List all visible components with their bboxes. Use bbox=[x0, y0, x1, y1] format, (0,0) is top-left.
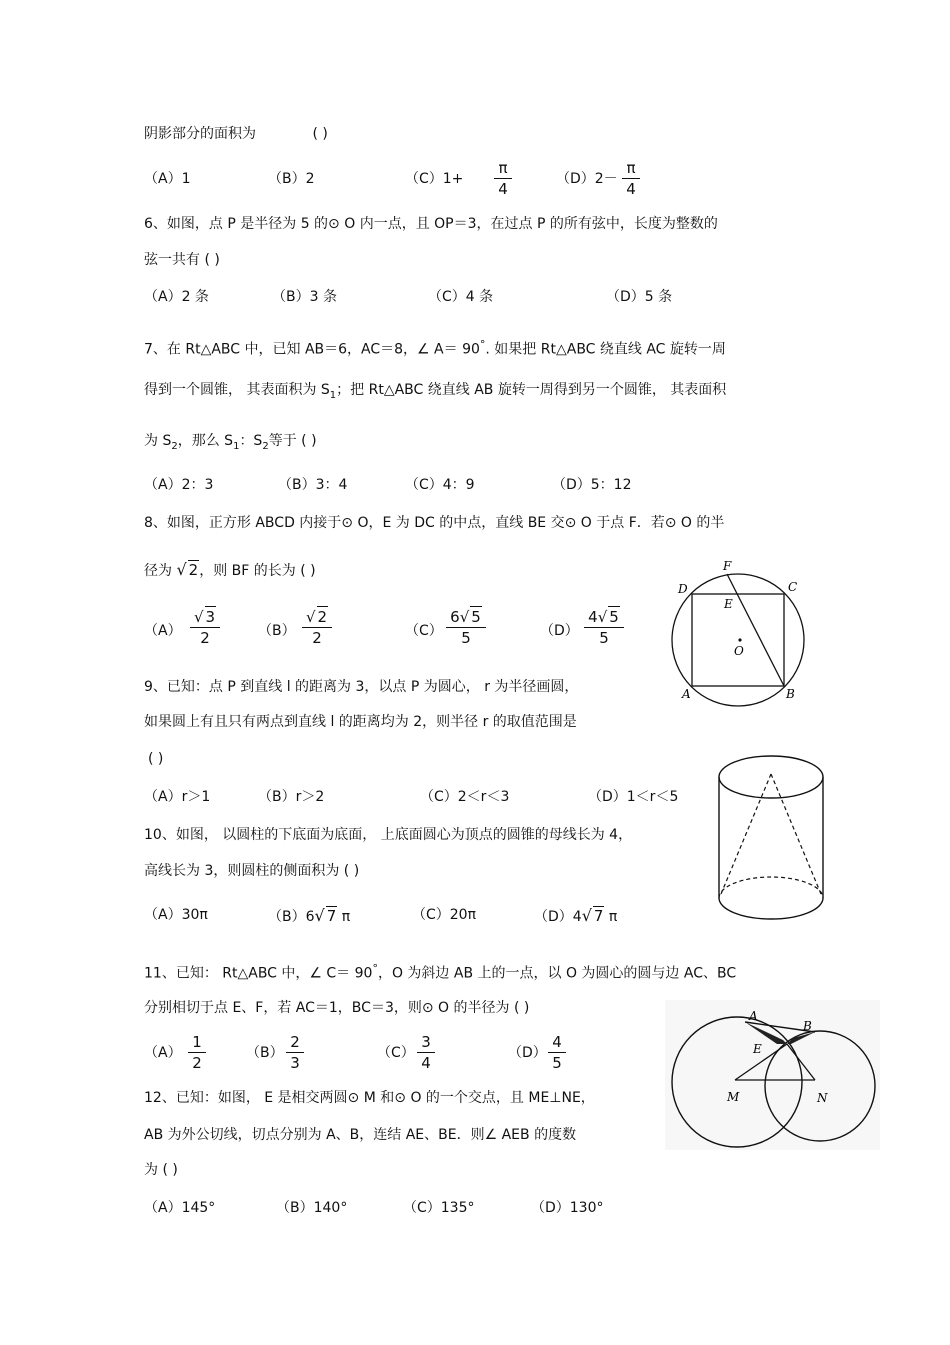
cylinder-top bbox=[719, 756, 823, 798]
q5-option-b[interactable]: （B）2 bbox=[268, 171, 315, 187]
degree-symbol: ° bbox=[372, 962, 378, 975]
q9-option-c[interactable]: （C）2＜r＜3 bbox=[420, 789, 510, 805]
radicand: 3 bbox=[205, 608, 216, 626]
label-e: E bbox=[753, 1042, 762, 1056]
numerator: 3 bbox=[417, 1032, 435, 1053]
q7-line3-d: 等于 ( ) bbox=[268, 433, 317, 449]
q8-figure bbox=[664, 555, 814, 705]
q10-figure bbox=[715, 752, 827, 927]
numerator: 6√ 5 bbox=[446, 606, 486, 628]
line-bf bbox=[727, 574, 784, 686]
q7-line3-c: ：S bbox=[239, 433, 263, 449]
q6-option-b[interactable]: （B）3 条 bbox=[272, 289, 337, 305]
q6-option-a[interactable]: （A）2 条 bbox=[144, 289, 209, 305]
q7-line3-b: ，那么 S bbox=[177, 433, 234, 449]
numerator: 4 bbox=[548, 1032, 566, 1053]
q7-line2-pre: 得到一个圆锥， 其表面积为 S bbox=[144, 382, 330, 398]
radicand: 7 bbox=[593, 907, 604, 925]
q8-option-b[interactable]: （B） bbox=[258, 623, 296, 639]
q9-line1: 9、已知：点 P 到直线 l 的距离为 3，以点 P 为圆心， r 为半径画圆， bbox=[144, 679, 579, 695]
radicand: 7 bbox=[326, 907, 337, 925]
q12-figure bbox=[665, 1000, 880, 1150]
q11-option-c-fraction bbox=[417, 1032, 435, 1073]
cone-left-generatrix bbox=[721, 774, 771, 894]
q6-line2: 弦一共有 ( ) bbox=[144, 252, 220, 268]
denominator: 2 bbox=[192, 1054, 202, 1072]
denominator: 2 bbox=[200, 629, 210, 647]
q12-option-a[interactable]: （A）145° bbox=[144, 1200, 216, 1216]
q5-option-a[interactable]: （A）1 bbox=[144, 171, 191, 187]
q5-tail-text: 阴影部分的面积为 bbox=[144, 126, 256, 142]
q8-option-a-fraction bbox=[190, 606, 220, 648]
q10-option-b[interactable] bbox=[268, 906, 350, 926]
q8-option-d[interactable]: （D） bbox=[540, 623, 579, 639]
subscript: 2 bbox=[171, 440, 178, 452]
label-d: D bbox=[678, 582, 688, 596]
q10-option-b-pre: （B）6 bbox=[268, 909, 315, 925]
q9-option-d[interactable]: （D）1＜r＜5 bbox=[588, 789, 679, 805]
q9-line3: ( ) bbox=[148, 751, 164, 767]
q9-line2: 如果圆上有且只有两点到直线 l 的距离均为 2，则半径 r 的取值范围是 bbox=[144, 714, 577, 730]
q7-option-c[interactable]: （C）4：9 bbox=[405, 477, 475, 493]
q11-line1 bbox=[144, 960, 736, 983]
q11-line1-pre: 11、已知： Rt△ABC 中，∠ C＝ 90 bbox=[144, 965, 373, 982]
q5-option-d-fraction bbox=[622, 158, 640, 199]
coefficient: 4 bbox=[588, 608, 598, 626]
subscript: 1 bbox=[233, 440, 240, 452]
q12-line3: 为 ( ) bbox=[144, 1162, 178, 1178]
numerator: 2 bbox=[286, 1032, 304, 1053]
denominator: 5 bbox=[552, 1054, 562, 1072]
q7-option-a[interactable]: （A）2：3 bbox=[144, 477, 214, 493]
q10-option-d-pre: （D）4 bbox=[534, 909, 582, 925]
pi-symbol: π bbox=[341, 909, 351, 925]
q8-line2-post: ，则 BF 的长为 ( ) bbox=[199, 563, 316, 579]
q5-paren: ( ) bbox=[312, 126, 328, 142]
q11-option-d-fraction bbox=[548, 1032, 566, 1073]
q11-option-d[interactable]: （D） bbox=[508, 1045, 547, 1061]
sqrt-radicand: 2 bbox=[188, 561, 199, 579]
q10-option-a[interactable] bbox=[144, 906, 208, 924]
q12-line1: 12、已知：如图， E 是相交两圆⊙ M 和⊙ O 的一个交点，且 ME⊥NE， bbox=[144, 1090, 595, 1106]
denominator: 2 bbox=[312, 629, 322, 647]
denominator: 4 bbox=[421, 1054, 431, 1072]
label-f: F bbox=[723, 559, 732, 573]
q8-option-d-fraction bbox=[584, 606, 624, 648]
q11-option-c[interactable]: （C） bbox=[377, 1045, 415, 1061]
label-e: E bbox=[724, 597, 733, 611]
label-o: O bbox=[734, 644, 744, 658]
square-abcd bbox=[692, 594, 784, 686]
cone-right-generatrix bbox=[771, 774, 821, 894]
q12-option-c[interactable]: （C）135° bbox=[403, 1200, 475, 1216]
q7-line3 bbox=[144, 432, 317, 456]
denominator: 4 bbox=[626, 180, 636, 198]
q5-option-c[interactable]: （C）1+ bbox=[405, 171, 464, 187]
q10-option-d[interactable] bbox=[534, 906, 617, 926]
q7-line1 bbox=[144, 336, 726, 359]
label-n: N bbox=[817, 1091, 828, 1105]
center-point bbox=[738, 638, 741, 641]
label-m: M bbox=[727, 1090, 740, 1104]
sqrt-sign: √ bbox=[176, 560, 187, 579]
q9-option-a[interactable]: （A）r＞1 bbox=[144, 789, 211, 805]
q10-line1: 10、如图， 以圆柱的下底面为底面， 上底面圆心为顶点的圆锥的母线长为 4， bbox=[144, 827, 633, 843]
numerator: 1 bbox=[188, 1032, 206, 1053]
q11-line1-post: ，O 为斜边 AB 上的一点，以 O 为圆心的圆与边 AC、BC bbox=[377, 965, 737, 982]
label-c: C bbox=[788, 580, 798, 594]
pi-symbol: π bbox=[494, 158, 512, 179]
q11-option-a-fraction bbox=[188, 1032, 206, 1073]
q7-line1-pre: 7、在 Rt△ABC 中，已知 AB＝6，AC＝8，∠ A＝ 90 bbox=[144, 341, 480, 358]
q7-line2 bbox=[144, 381, 726, 405]
q7-option-d[interactable]: （D）5：12 bbox=[552, 477, 632, 493]
q11-option-b[interactable]: （B） bbox=[246, 1045, 284, 1061]
q5-option-d[interactable]: （D）2－ bbox=[556, 171, 618, 187]
q10-line2: 高线长为 3，则圆柱的侧面积为 ( ) bbox=[144, 863, 360, 879]
q8-line2-pre: 径为 bbox=[144, 563, 172, 579]
q12-option-b[interactable]: （B）140° bbox=[276, 1200, 348, 1216]
q8-option-c-fraction bbox=[446, 606, 486, 648]
q7-line2-post: ；把 Rt△ABC 绕直线 AB 旋转一周得到另一个圆锥， 其表面积 bbox=[336, 382, 727, 398]
q11-line2: 分别相切于点 E、F，若 AC＝1，BC＝3，则⊙ O 的半径为 ( ) bbox=[144, 1000, 530, 1016]
q11-option-a[interactable]: （A） bbox=[144, 1045, 182, 1061]
cylinder-bottom-back bbox=[719, 877, 823, 898]
q10-option-a-text: （A）30π bbox=[144, 907, 208, 923]
sqrt-sign: √ bbox=[581, 906, 592, 925]
q5-option-c-fraction bbox=[494, 158, 512, 199]
q8-line1: 8、如图，正方形 ABCD 内接于⊙ O，E 为 DC 的中点，直线 BE 交⊙ O 于点 F．若⊙ O 的半 bbox=[144, 515, 725, 531]
figure-background bbox=[665, 1000, 880, 1150]
label-b: B bbox=[786, 687, 795, 701]
denominator: 5 bbox=[599, 629, 609, 647]
radicand: 5 bbox=[609, 608, 619, 626]
denominator: 4 bbox=[498, 180, 508, 198]
coefficient: 6 bbox=[450, 608, 460, 626]
radicand: 5 bbox=[471, 608, 481, 626]
q7-option-b[interactable]: （B）3：4 bbox=[278, 477, 348, 493]
cylinder-bottom-front bbox=[719, 898, 823, 919]
label-b: B bbox=[803, 1019, 812, 1033]
pi-symbol: π bbox=[608, 909, 618, 925]
q5-tail bbox=[144, 125, 328, 143]
q8-option-c[interactable]: （C） bbox=[405, 623, 443, 639]
q8-option-a[interactable]: （A） bbox=[144, 623, 182, 639]
pi-symbol: π bbox=[622, 158, 640, 179]
q12-option-d[interactable]: （D）130° bbox=[531, 1200, 604, 1216]
q12-line2: AB 为外公切线，切点分别为 A、B，连结 AE、BE．则∠ AEB 的度数 bbox=[144, 1127, 577, 1143]
q6-option-d[interactable]: （D）5 条 bbox=[606, 289, 673, 305]
q10-option-c[interactable]: （C）20π bbox=[412, 907, 477, 923]
q8-option-b-fraction bbox=[302, 606, 332, 648]
label-a: A bbox=[749, 1009, 758, 1023]
sqrt-sign: √ bbox=[314, 906, 325, 925]
denominator: 3 bbox=[290, 1054, 300, 1072]
q6-option-c[interactable]: （C）4 条 bbox=[428, 289, 494, 305]
q8-line2 bbox=[144, 560, 316, 580]
numerator: √ 3 bbox=[190, 606, 220, 628]
q7-line1-post: . 如果把 Rt△ABC 绕直线 AC 旋转一周 bbox=[485, 341, 726, 358]
label-a: A bbox=[682, 687, 691, 701]
q11-option-b-fraction bbox=[286, 1032, 304, 1073]
q7-line3-a: 为 S bbox=[144, 433, 172, 449]
subscript: 1 bbox=[329, 389, 337, 401]
denominator: 5 bbox=[461, 629, 471, 647]
subscript: 2 bbox=[262, 440, 269, 452]
numerator: 4√ 5 bbox=[584, 606, 624, 628]
numerator: √ 2 bbox=[302, 606, 332, 628]
q6-line1: 6、如图，点 P 是半径为 5 的⊙ O 内一点，且 OP＝3，在过点 P 的所有弦中，长度为整数的 bbox=[144, 216, 718, 232]
q9-option-b[interactable]: （B）r＞2 bbox=[258, 789, 325, 805]
radicand: 2 bbox=[317, 608, 328, 626]
degree-symbol: ° bbox=[479, 338, 486, 351]
